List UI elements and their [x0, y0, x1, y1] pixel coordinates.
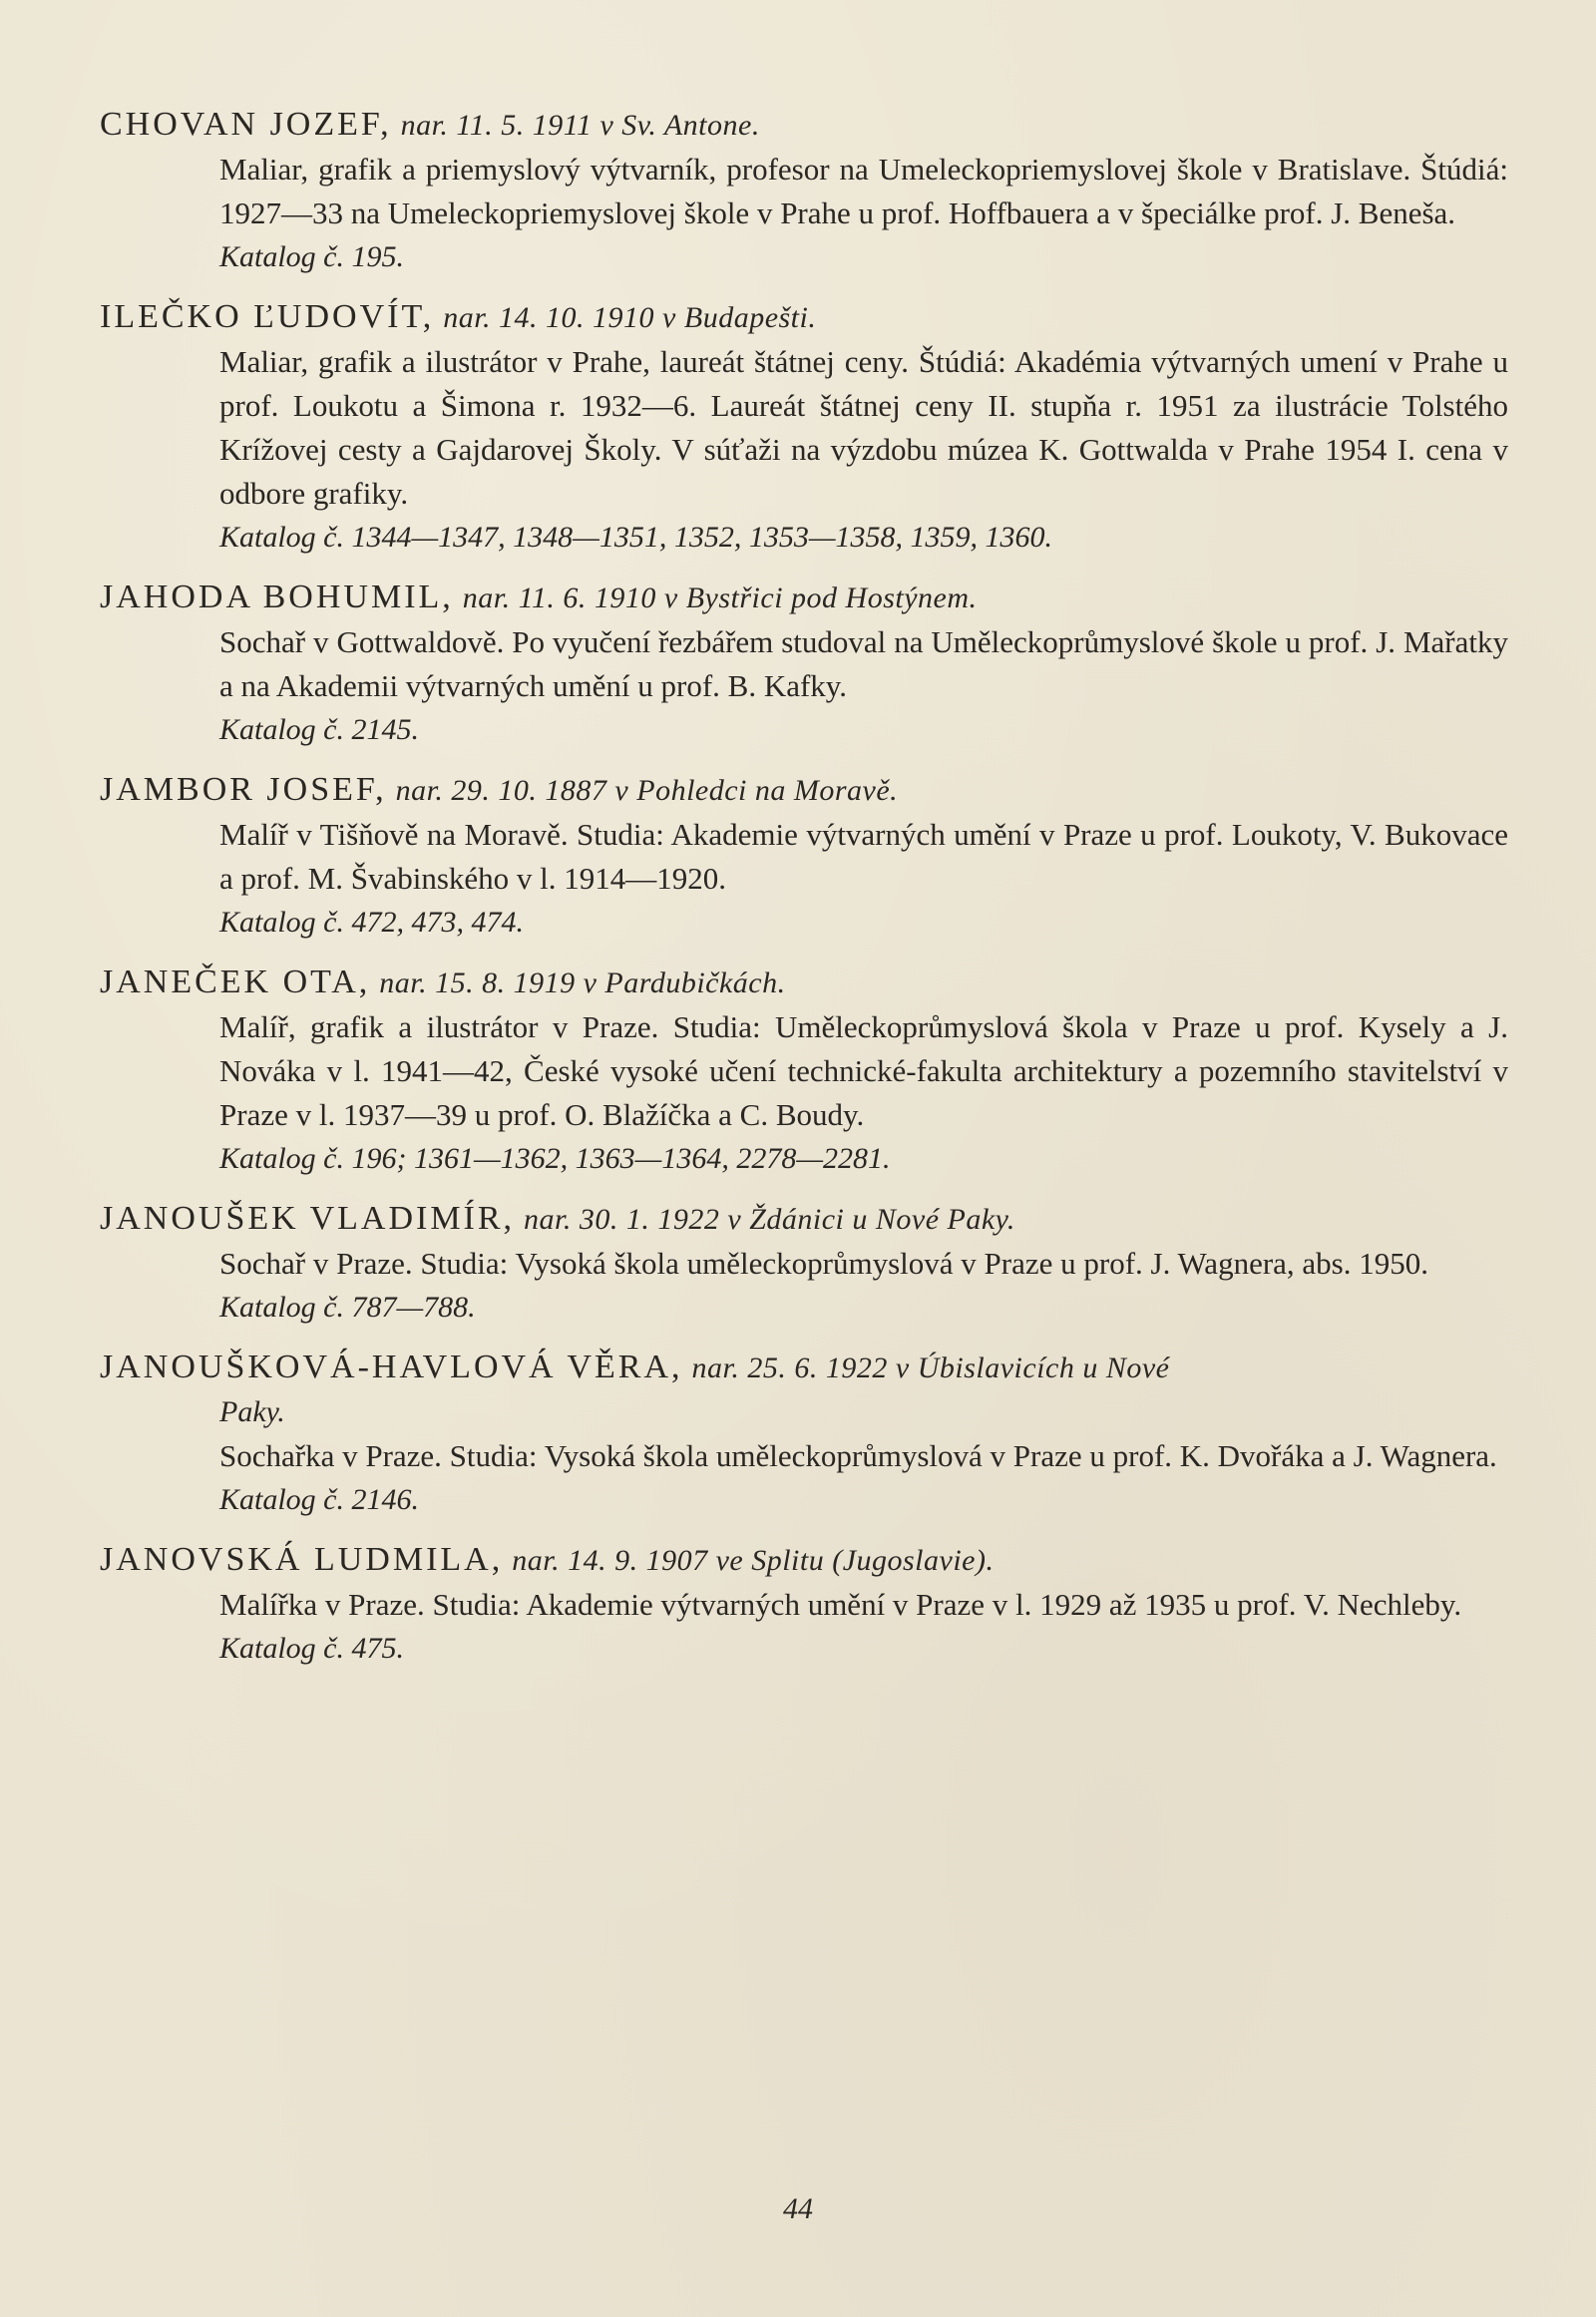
biography-text: Sochařka v Praze. Studia: Vysoká škola uměleckoprůmyslová v Praze u prof. K. Dvořáka a J. Wagnera. [219, 1438, 1497, 1473]
artist-entry [100, 295, 1508, 560]
artist-name: ILEČKO ĽUDOVÍT, [100, 298, 435, 335]
entry-heading [100, 576, 1508, 620]
artist-entry [100, 961, 1508, 1181]
entry-body [219, 1583, 1508, 1671]
biography-text: Maliar, grafik a ilustrátor v Prahe, laureát štátnej ceny. Štúdiá: Akadémia výtvarných umení v Prahe u prof. Loukotu a Šimona r. 1932—6. Laureát štátnej ceny II. stupňa r. 1951 za ilustrácie Tolstého Krížovej cesty a Gajdarovej Školy. V súťaži na výzdobu múzea K. Gottwalda v Prahe 1954 I. cena v odbore grafiky. [219, 344, 1508, 511]
artist-entry [100, 1538, 1508, 1671]
biography-text: Malíř v Tišňově na Moravě. Studia: Akademie výtvarných umění v Praze u prof. Loukoty, V. Bukovace a prof. M. Švabinského v l. 1914—1920. [219, 817, 1508, 896]
catalog-reference: Katalog č. 196; 1361—1362, 1363—1364, 2278—2281. [219, 1142, 891, 1175]
birth-info: nar. 29. 10. 1887 v Pohledci na Moravě. [395, 774, 899, 807]
artist-name: JAMBOR JOSEF, [100, 771, 387, 808]
biography-text: Maliar, grafik a priemyslový výtvarník, profesor na Umeleckopriemyslovej škole v Bratislave. Štúdiá: 1927—33 na Umeleckopriemyslovej škole v Prahe u prof. Hoffbauera a v špeciálke prof. J. Beneša. [219, 152, 1508, 230]
entry-body [219, 1242, 1508, 1330]
artist-name: JANOUŠKOVÁ-HAVLOVÁ VĚRA, [100, 1349, 683, 1385]
artist-name: JANOVSKÁ LUDMILA, [100, 1541, 504, 1578]
artist-entry [100, 1346, 1508, 1522]
artist-name: JANOUŠEK VLADIMÍR, [100, 1200, 516, 1237]
artist-entry [100, 576, 1508, 752]
birth-info-continuation: Paky. [219, 1395, 285, 1428]
entry-heading [100, 1197, 1508, 1242]
entry-body [219, 340, 1508, 560]
entry-body [219, 620, 1508, 752]
artist-entry [100, 1197, 1508, 1330]
birth-info: nar. 11. 6. 1910 v Bystřici pod Hostýnem. [462, 581, 978, 614]
page-number: 44 [783, 2192, 813, 2225]
birth-info: nar. 11. 5. 1911 v Sv. Antone. [400, 109, 760, 142]
artist-name: JAHODA BOHUMIL, [100, 579, 454, 615]
entry-body [219, 813, 1508, 945]
catalog-reference: Katalog č. 472, 473, 474. [219, 906, 524, 939]
entry-body [219, 1005, 1508, 1181]
birth-info: nar. 15. 8. 1919 v Pardubičkách. [379, 966, 786, 999]
catalog-reference: Katalog č. 475. [219, 1632, 404, 1665]
entry-body [219, 148, 1508, 279]
entry-heading [100, 103, 1508, 148]
birth-info: nar. 30. 1. 1922 v Ždánici u Nové Paky. [524, 1203, 1015, 1236]
birth-info: nar. 14. 10. 1910 v Budapešti. [443, 301, 817, 334]
artist-entries [100, 103, 1508, 1687]
biography-text: Malíř, grafik a ilustrátor v Praze. Studia: Uměleckoprůmyslová škola v Praze u prof. Kysely a J. Nováka v l. 1941—42, České vysoké učení technické-fakulta architektury a pozemního stavitelství v Praze v l. 1937—39 u prof. O. Blažíčka a C. Boudy. [219, 1009, 1508, 1132]
birth-info: nar. 25. 6. 1922 v Úbislavicích u Nové [691, 1352, 1170, 1384]
entry-heading [100, 295, 1508, 340]
artist-name: JANEČEK OTA, [100, 964, 371, 1000]
artist-name: CHOVAN JOZEF, [100, 106, 392, 143]
entry-heading [100, 1346, 1508, 1390]
biography-text: Sochař v Gottwaldově. Po vyučení řezbářem studoval na Uměleckoprůmyslové škole u prof. J. Mařatky a na Akademii výtvarných umění u prof. B. Kafky. [219, 624, 1508, 703]
catalog-reference: Katalog č. 787—788. [219, 1291, 476, 1324]
catalog-reference: Katalog č. 2146. [219, 1483, 419, 1516]
entry-heading [100, 961, 1508, 1005]
catalog-reference: Katalog č. 2145. [219, 713, 419, 746]
entry-body [219, 1390, 1508, 1522]
entry-heading [100, 768, 1508, 813]
artist-entry [100, 103, 1508, 279]
artist-entry [100, 768, 1508, 945]
birth-info: nar. 14. 9. 1907 ve Splitu (Jugoslavie). [512, 1544, 995, 1577]
entry-heading [100, 1538, 1508, 1583]
catalog-reference: Katalog č. 195. [219, 240, 404, 273]
biography-text: Sochař v Praze. Studia: Vysoká škola uměleckoprůmyslová v Praze u prof. J. Wagnera, abs. 1950. [219, 1246, 1428, 1281]
catalog-reference: Katalog č. 1344—1347, 1348—1351, 1352, 1353—1358, 1359, 1360. [219, 521, 1053, 554]
biography-text: Malířka v Praze. Studia: Akademie výtvarných umění v Praze v l. 1929 až 1935 u prof. V. Nechleby. [219, 1587, 1462, 1622]
